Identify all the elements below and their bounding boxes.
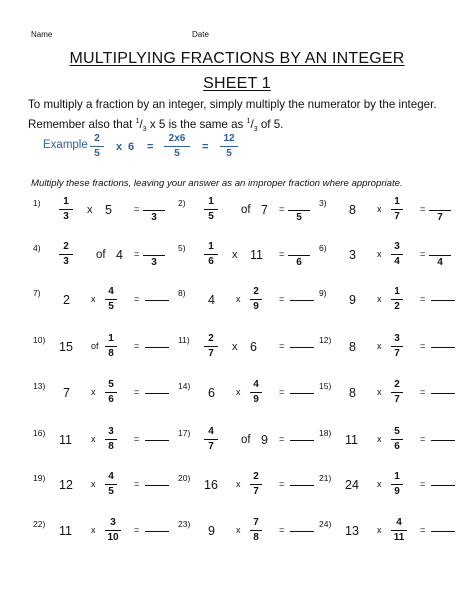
- answer-denominator: 6: [296, 257, 302, 268]
- problem-number: 10): [33, 335, 46, 345]
- problem-fraction: 1 9: [391, 471, 403, 498]
- answer-blank[interactable]: [288, 210, 310, 211]
- problem-equals: =: [420, 204, 426, 214]
- problem-operator: of: [96, 249, 106, 261]
- problem-number: 20): [178, 473, 191, 483]
- answer-denominator: 7: [437, 212, 443, 223]
- date-label: Date: [192, 30, 209, 39]
- problem-number: 21): [319, 473, 332, 483]
- problem-integer: 4: [208, 293, 215, 307]
- problem-equals: =: [134, 387, 140, 397]
- problem-number: 16): [33, 428, 46, 438]
- problem-equals: =: [420, 249, 426, 259]
- problem-number: 7): [33, 288, 41, 298]
- problem-fraction: 4 5: [105, 286, 117, 313]
- answer-denominator: 3: [151, 212, 157, 223]
- answer-denominator: 3: [151, 257, 157, 268]
- problem-equals: =: [134, 525, 140, 535]
- problem-fraction: 1 7: [391, 196, 403, 223]
- problem-fraction: 7 8: [250, 517, 262, 544]
- problem-fraction: 2 7: [204, 333, 218, 360]
- problem-equals: =: [420, 294, 426, 304]
- example-fraction-3: 12 5: [220, 133, 238, 160]
- problem-operator: x: [377, 479, 382, 489]
- problem-integer: 11: [59, 433, 72, 447]
- problem-fraction: 1 5: [204, 196, 218, 223]
- example-fraction-2: 2x6 5: [164, 133, 190, 160]
- problem-fraction: 2 9: [250, 286, 262, 313]
- problem-fraction: 1 8: [105, 333, 117, 360]
- problem-operator: x: [91, 479, 96, 489]
- problem-operator: x: [91, 434, 96, 444]
- page-title: MULTIPLYING FRACTIONS BY AN INTEGER: [69, 50, 405, 67]
- answer-blank[interactable]: [431, 485, 455, 486]
- problem-operator: x: [377, 294, 382, 304]
- problem-integer: 7: [63, 386, 70, 400]
- problem-equals: =: [134, 204, 140, 214]
- example-equals-1: =: [147, 141, 154, 153]
- problem-fraction: 4 7: [204, 426, 218, 453]
- example-fraction-1: 2 5: [90, 133, 104, 160]
- problem-number: 12): [319, 335, 332, 345]
- problem-equals: =: [420, 387, 426, 397]
- answer-blank[interactable]: [145, 347, 169, 348]
- problem-equals: =: [279, 434, 285, 444]
- problem-fraction: 2 3: [59, 241, 73, 268]
- problem-operator: x: [91, 294, 96, 304]
- problem-equals: =: [134, 294, 140, 304]
- problem-number: 18): [319, 428, 332, 438]
- problem-operator: of: [91, 341, 99, 351]
- problem-equals: =: [279, 341, 285, 351]
- problem-number: 6): [319, 243, 327, 253]
- problem-operator: x: [87, 204, 93, 216]
- problem-number: 2): [178, 198, 186, 208]
- example-label: Example: [43, 139, 88, 151]
- answer-blank[interactable]: [431, 393, 455, 394]
- problem-equals: =: [279, 387, 285, 397]
- answer-blank[interactable]: [431, 531, 455, 532]
- problem-fraction: 1 6: [204, 241, 218, 268]
- answer-blank[interactable]: [290, 393, 314, 394]
- answer-blank[interactable]: [290, 440, 314, 441]
- problem-number: 8): [178, 288, 186, 298]
- intro-line-1: To multiply a fraction by an integer, simply multiply the numerator by the integer.: [28, 98, 437, 111]
- answer-denominator: 5: [296, 212, 302, 223]
- answer-blank[interactable]: [290, 485, 314, 486]
- problem-number: 13): [33, 381, 46, 391]
- problem-fraction: 2 7: [391, 379, 403, 406]
- problem-equals: =: [420, 479, 426, 489]
- problem-operator: x: [91, 387, 96, 397]
- answer-blank[interactable]: [431, 440, 455, 441]
- problem-integer: 2: [63, 293, 70, 307]
- problem-fraction: 3 8: [105, 426, 117, 453]
- problem-integer: 6: [208, 386, 215, 400]
- intro-line-2: Remember also that $^1/_3$ x 5 is the same as $^1/_3$ of 5.: [28, 117, 284, 134]
- problem-operator: x: [232, 249, 238, 261]
- problem-equals: =: [134, 479, 140, 489]
- problem-equals: =: [279, 525, 285, 535]
- problem-integer: 9: [349, 293, 356, 307]
- answer-blank[interactable]: [288, 255, 310, 256]
- problem-operator: x: [377, 387, 382, 397]
- problem-operator: x: [232, 341, 238, 353]
- problem-integer: 4: [116, 248, 123, 262]
- problem-integer: 8: [349, 340, 356, 354]
- problem-fraction: 4 9: [250, 379, 262, 406]
- problem-fraction: 5 6: [105, 379, 117, 406]
- answer-blank[interactable]: [429, 210, 451, 211]
- problem-integer: 12: [59, 478, 73, 492]
- answer-denominator: 4: [437, 257, 443, 268]
- instructions: Multiply these fractions, leaving your answer as an improper fraction where appropriate.: [31, 178, 403, 189]
- problem-operator: x: [91, 525, 96, 535]
- problem-number: 5): [178, 243, 186, 253]
- problem-integer: 13: [345, 524, 359, 538]
- answer-blank[interactable]: [145, 440, 169, 441]
- problem-number: 1): [33, 198, 41, 208]
- answer-blank[interactable]: [290, 300, 314, 301]
- problem-integer: 7: [261, 203, 268, 217]
- answer-blank[interactable]: [145, 485, 169, 486]
- problem-operator: x: [377, 204, 382, 214]
- problem-integer: 9: [208, 524, 215, 538]
- problem-integer: 24: [345, 478, 359, 492]
- problem-number: 9): [319, 288, 327, 298]
- problem-fraction: 5 6: [391, 426, 403, 453]
- problem-fraction: 1 2: [391, 286, 403, 313]
- problem-equals: =: [279, 249, 285, 259]
- problem-operator: of: [241, 204, 251, 216]
- problem-operator: x: [377, 341, 382, 351]
- problem-fraction: 3 10: [105, 517, 121, 544]
- problem-equals: =: [134, 341, 140, 351]
- problem-integer: 9: [261, 433, 268, 447]
- problem-operator: x: [236, 294, 241, 304]
- answer-blank[interactable]: [143, 210, 165, 211]
- example-integer: 6: [128, 141, 135, 153]
- problem-integer: 5: [105, 203, 112, 217]
- problem-fraction: 3 7: [391, 333, 403, 360]
- problem-equals: =: [420, 525, 426, 535]
- name-label: Name: [31, 30, 53, 39]
- problem-operator: x: [236, 479, 241, 489]
- example-times: x: [116, 141, 123, 153]
- answer-blank[interactable]: [145, 393, 169, 394]
- problem-number: 15): [319, 381, 332, 391]
- problem-fraction: 1 3: [59, 196, 73, 223]
- problem-operator: of: [241, 434, 251, 446]
- problem-operator: x: [236, 525, 241, 535]
- problem-equals: =: [279, 204, 285, 214]
- problem-integer: 8: [349, 203, 356, 217]
- problem-number: 23): [178, 519, 191, 529]
- page-subtitle: SHEET 1: [203, 75, 271, 92]
- problem-number: 19): [33, 473, 46, 483]
- answer-blank[interactable]: [290, 347, 314, 348]
- problem-fraction: 3 4: [391, 241, 403, 268]
- problem-integer: 11: [345, 433, 358, 447]
- answer-blank[interactable]: [145, 300, 169, 301]
- problem-integer: 11: [59, 524, 72, 538]
- problem-number: 3): [319, 198, 327, 208]
- problem-integer: 15: [59, 340, 73, 354]
- problem-integer: 8: [349, 386, 356, 400]
- problem-integer: 3: [349, 248, 356, 262]
- problem-integer: 6: [250, 340, 257, 354]
- problem-fraction: 4 5: [105, 471, 117, 498]
- problem-integer: 11: [250, 248, 263, 262]
- answer-blank[interactable]: [431, 300, 455, 301]
- problem-integer: 16: [204, 478, 218, 492]
- problem-equals: =: [420, 434, 426, 444]
- problem-number: 11): [178, 335, 190, 345]
- answer-blank[interactable]: [429, 255, 451, 256]
- example-equals-2: =: [202, 141, 209, 153]
- problem-fraction: 4 11: [391, 517, 407, 544]
- problem-equals: =: [134, 434, 140, 444]
- problem-operator: x: [377, 525, 382, 535]
- problem-operator: x: [236, 387, 241, 397]
- problem-number: 4): [33, 243, 41, 253]
- problem-number: 24): [319, 519, 332, 529]
- problem-equals: =: [279, 294, 285, 304]
- problem-equals: =: [279, 479, 285, 489]
- answer-blank[interactable]: [143, 255, 165, 256]
- problem-operator: x: [377, 249, 382, 259]
- answer-blank[interactable]: [290, 531, 314, 532]
- problem-operator: x: [377, 434, 382, 444]
- answer-blank[interactable]: [145, 531, 169, 532]
- problem-number: 14): [178, 381, 191, 391]
- problem-number: 22): [33, 519, 46, 529]
- problem-fraction: 2 7: [250, 471, 262, 498]
- problem-number: 17): [178, 428, 191, 438]
- answer-blank[interactable]: [431, 347, 455, 348]
- problem-equals: =: [420, 341, 426, 351]
- problem-equals: =: [134, 249, 140, 259]
